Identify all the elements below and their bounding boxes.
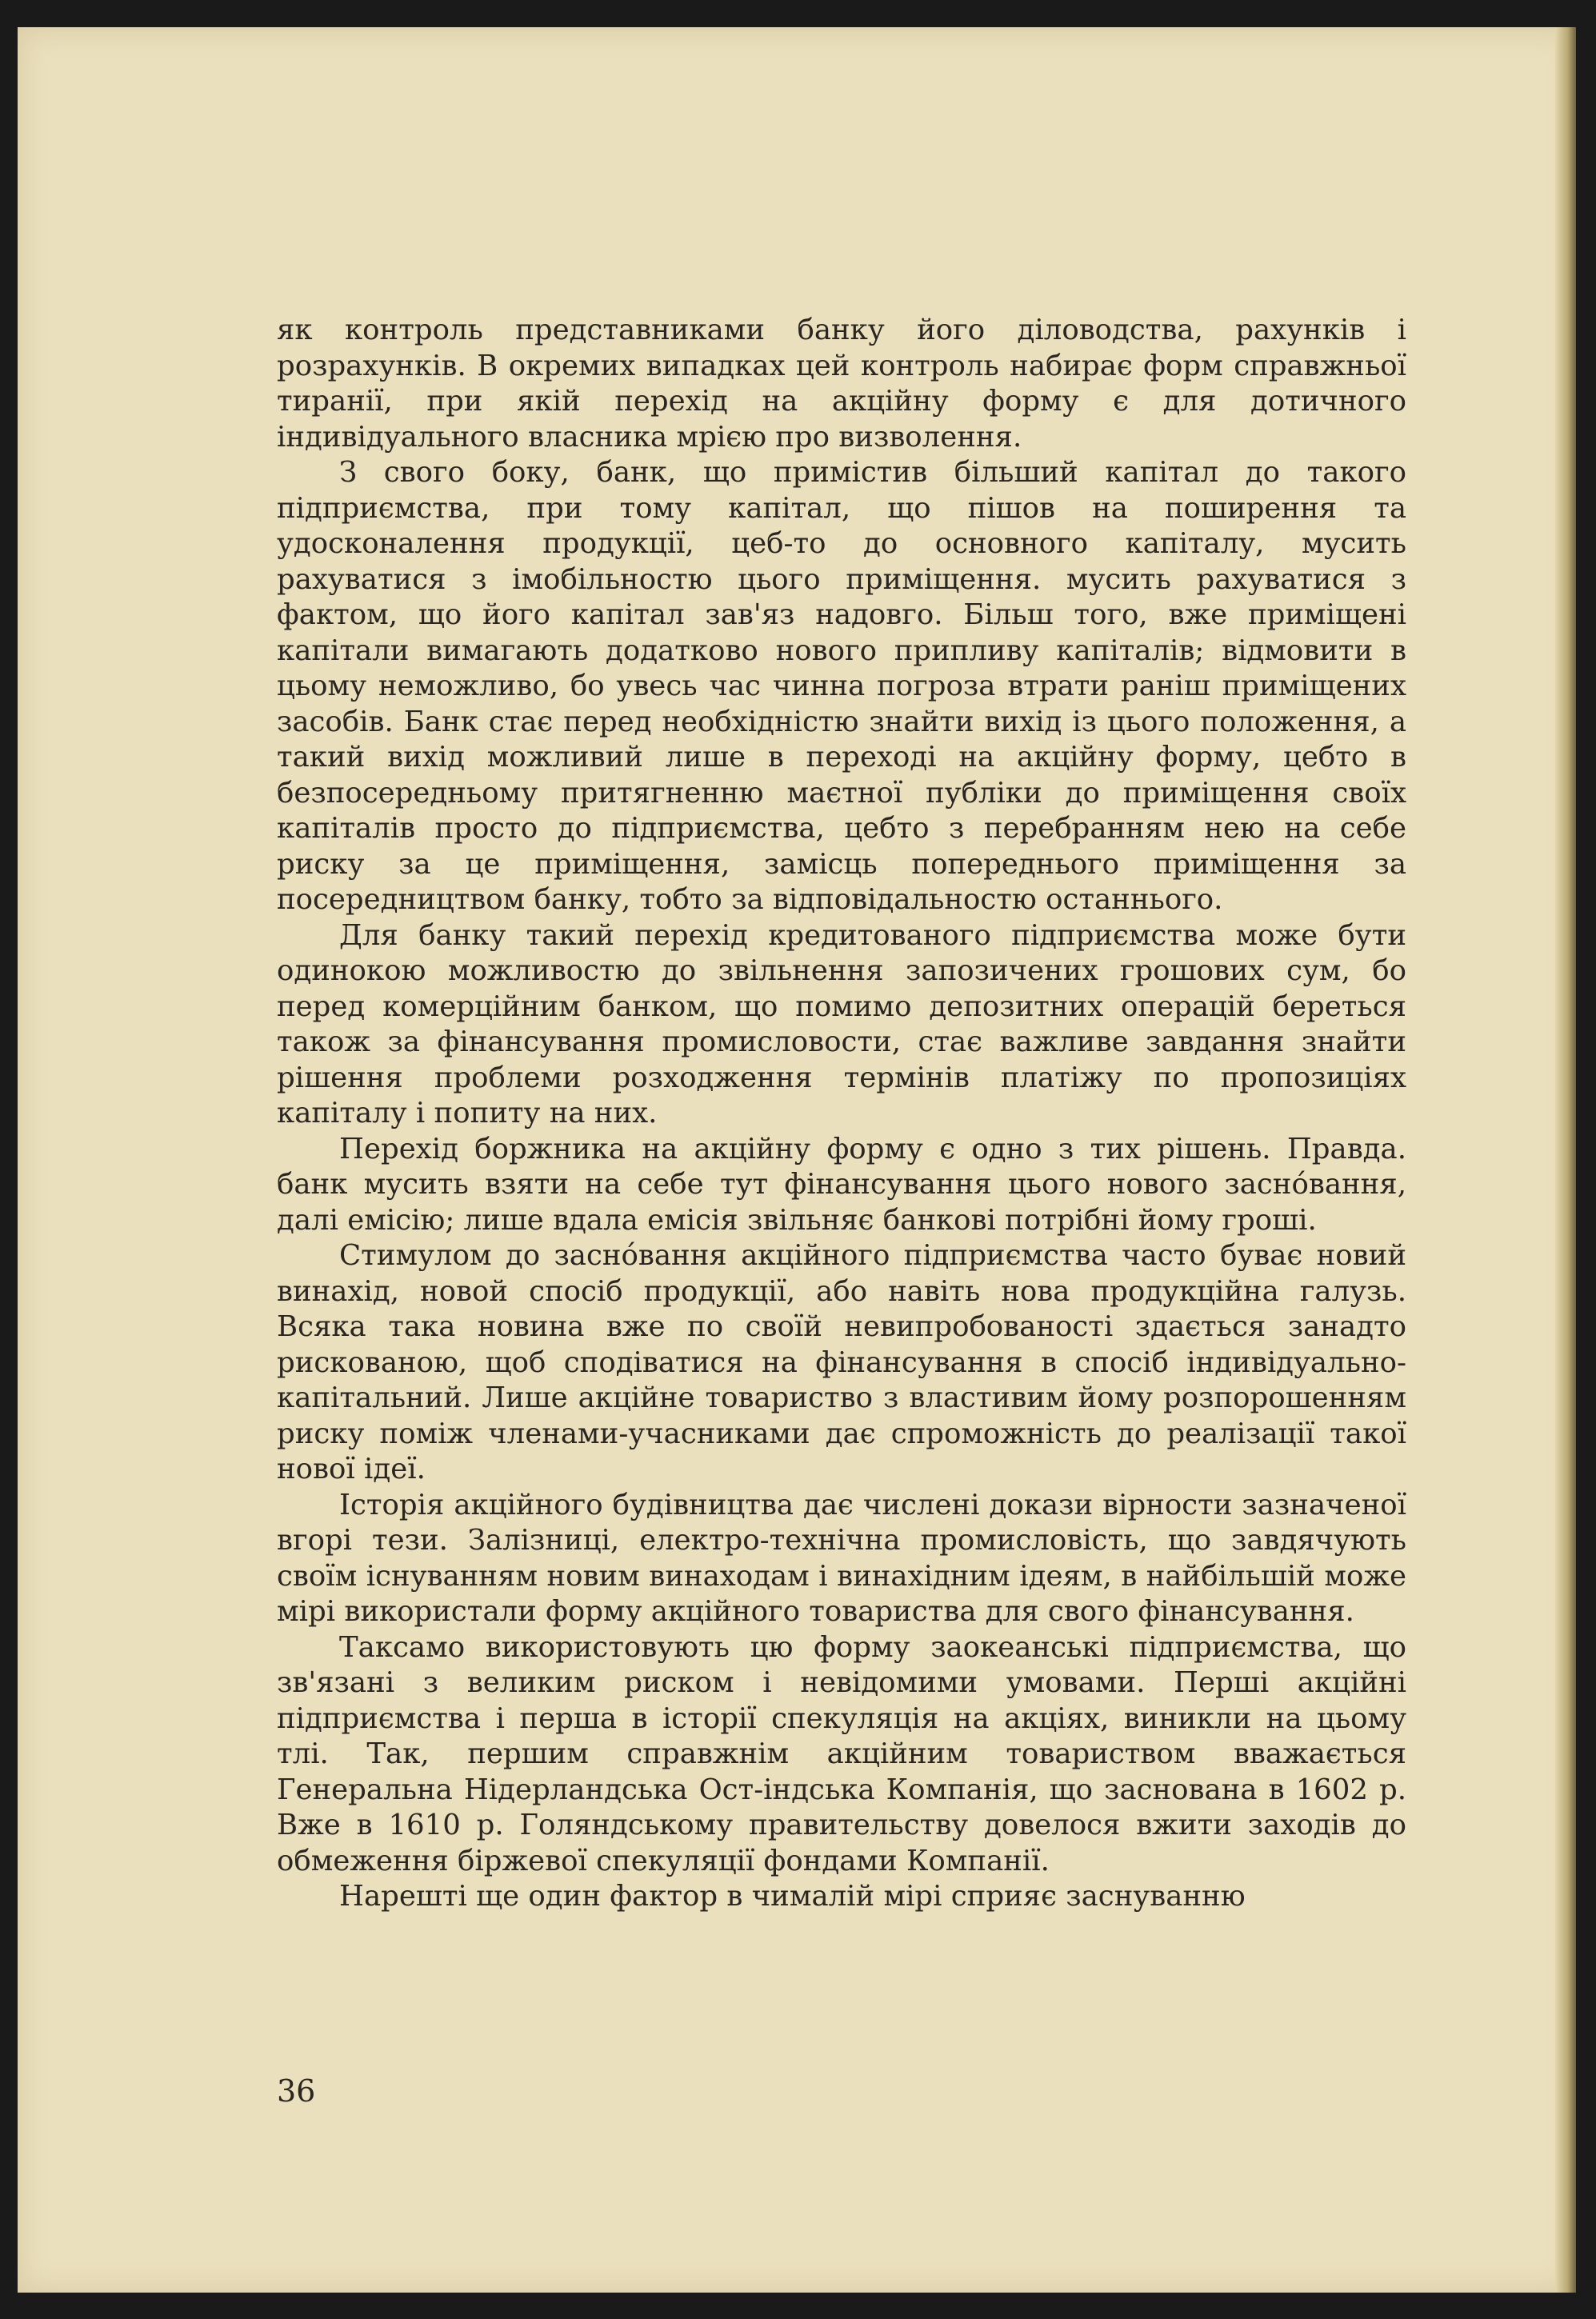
paragraph-3: Для банку такий перехід кредитованого підприємства може бути одинокою можливостю до звільнення запозичених грошових сум, бо перед комерційним банком, що помимо депозитних операцій береться також за фінансування промисловости, стає важливе завдання знайти рішення проблеми розходження термінів платіжу по пропозиціях капіталу і попиту на них. — [277, 918, 1406, 1130]
paragraph-6: Історія акційного будівництва дає числені докази вірности зазначеної вгорі тези. Залізниці, електро-технічна промисловість, що завдячують своїм існуванням новим винаходам і винахідним ідеям, в найбільшій може мірі використали форму акційного товариства для свого фінансування. — [277, 1488, 1406, 1628]
paragraph-2: З свого боку, банк, що примістив більший капітал до такого підприємства, при тому капітал, що пішов на поширення та удосконалення продукції, цеб-то до основного капіталу, мусить рахуватися з імобільностю цього приміщення. мусить рахуватися з фактом, що його капітал зав'яз надовго. Більш того, вже приміщені капітали вимагають додатково нового припливу капіталів; відмовити в цьому неможливо, бо увесь час чинна погроза втрати раніш приміщених засобів. Банк стає перед необхідністю знайти вихід із цього положення, а такий вихід можливий лише в переході на акційну форму, цебто в безпосередньому притягненню маєтної публіки до приміщення своїх капіталів просто до підприємства, цебто з перебранням нею на себе риску за це приміщення, замісць попереднього приміщення за посередництвом банку, тобто за відповідальностю останнього. — [277, 456, 1406, 916]
paragraph-1: як контроль представниками банку його діловодства, рахунків і розрахунків. В окремих випадках цей контроль набирає форм справжньої тиранії, при якій перехід на акційну форму є для дотичного індивідуального власника мрією про визволення. — [277, 314, 1406, 454]
paragraph-8: Нарешті ще один фактор в чималій мірі сприяє заснуванню — [339, 1880, 1246, 1913]
paragraph-5: Стимулом до засно́вання акційного підприємства часто буває новий винахід, новой спосіб продукції, або навіть нова продукційна галузь. Всяка така новина вже по своїй невипробованості здається занадто рискованою, щоб сподіватися на фінансування в спосіб індивідуально-капітальний. Лише акційне товариство з властивим йому розпорошенням риску поміж членами-учасниками дає спроможність до реалізації такої нової ідеї. — [277, 1239, 1406, 1485]
page-edge-shadow — [1555, 27, 1576, 2293]
paragraph-4: Перехід боржника на акційну форму є одно з тих рішень. Правда. банк мусить взяти на себе тут фінансування цього нового засно́вання, далі емісію; лише вдала емісія звільняє банкові потрібні йому гроші. — [277, 1132, 1406, 1237]
body-text — [277, 313, 1406, 1915]
page-number: 36 — [277, 2073, 316, 2109]
paragraph-7: Таксамо використовують цю форму заокеанські підприємства, що зв'язані з великим риском і невідомими умовами. Перші акційні підприємства і перша в історії спекуляція на акціях, виникли на цьому тлі. Так, першим справжнім акційним товариством вважається Генеральна Нідерландська Ост-індська Компанія, що заснована в 1602 р. Вже в 1610 р. Голяндському правительству довелося вжити заходів до обмеження біржевої спекуляції фондами Компанії. — [277, 1630, 1406, 1877]
